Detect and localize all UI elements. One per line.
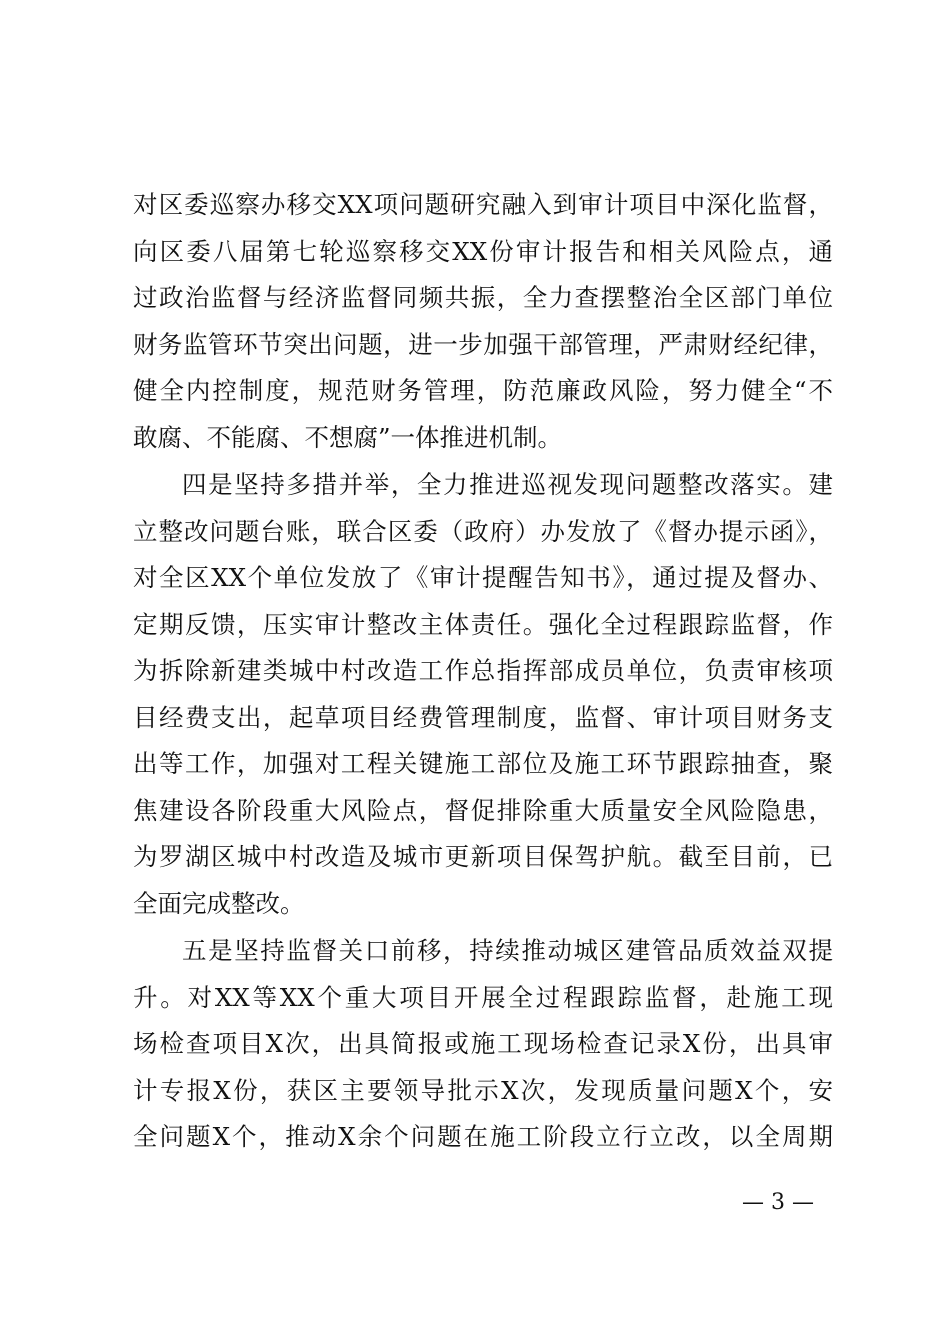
text-line: 过政治监督与经济监督同频共振，全力查摆整治全区部门单位 xyxy=(133,283,833,312)
text-line: 敢腐、不能腐、不想腐”一体推进机制。 xyxy=(133,422,563,452)
text-line: 出等工作，加强对工程关键施工部位及施工环节跟踪抽查，聚 xyxy=(133,749,833,779)
text-line: 对全区XX个单位发放了《审计提醒告知书》，通过提及督办、 xyxy=(133,563,833,593)
text-line: 计专报X份，获区主要领导批示X次，发现质量问题X个，安 xyxy=(133,1075,833,1105)
text-line: 向区委八届第七轮巡察移交XX份审计报告和相关风险点，通 xyxy=(133,236,833,266)
text-line: 立整改问题台账，联合区委（政府）办发放了《督办提示函》， xyxy=(133,516,833,546)
text-line: 四是坚持多措并举，全力推进巡视发现问题整改落实。建 xyxy=(182,470,833,500)
text-line: 升。对XX等XX个重大项目开展全过程跟踪监督，赴施工现 xyxy=(133,982,833,1012)
text-line: 对区委巡察办移交XX项问题研究融入到审计项目中深化监督， xyxy=(133,190,833,219)
page-number: — 3 — xyxy=(742,1190,814,1215)
text-line: 定期反馈，压实审计整改主体责任。强化全过程跟踪监督，作 xyxy=(133,609,833,639)
text-line: 五是坚持监督关口前移，持续推动城区建管品质效益双提 xyxy=(182,936,833,966)
text-line: 全问题X个，推动X余个问题在施工阶段立行立改，以全周期 xyxy=(133,1122,833,1152)
text-line: 为拆除新建类城中村改造工作总指挥部成员单位，负责审核项 xyxy=(133,656,833,686)
text-line: 场检查项目X次，出具简报或施工现场检查记录X份，出具审 xyxy=(133,1029,833,1059)
text-line: 焦建设各阶段重大风险点，督促排除重大质量安全风险隐患， xyxy=(133,795,833,825)
body-text xyxy=(133,182,833,1161)
text-line: 财务监管环节突出问题，进一步加强干部管理，严肃财经纪律， xyxy=(133,329,833,359)
text-line: 全面完成整改。 xyxy=(133,888,305,918)
text-line: 健全内控制度，规范财务管理，防范廉政风险，努力健全“不 xyxy=(133,376,833,405)
text-line: 为罗湖区城中村改造及城市更新项目保驾护航。截至目前，已 xyxy=(133,842,833,872)
text-line: 目经费支出，起草项目经费管理制度，监督、审计项目财务支 xyxy=(133,702,833,732)
